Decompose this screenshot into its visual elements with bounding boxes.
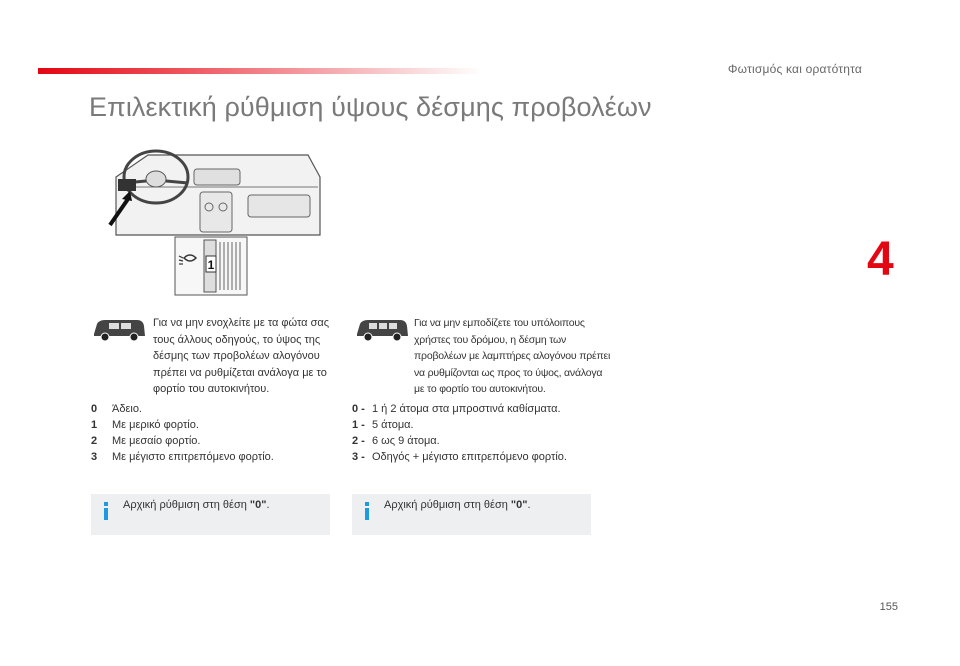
- position-number: 0: [91, 403, 98, 415]
- info-icon: [362, 502, 372, 520]
- position-text: Με μεσαίο φορτίο.: [112, 435, 201, 447]
- position-text: 6 ως 9 άτομα.: [372, 435, 440, 447]
- position-text: 5 άτομα.: [372, 419, 414, 431]
- intro-text-left: Για να μην ενοχλείτε με τα φώτα σας τους άλλους οδηγούς, το ύψος της δέσμης των προβολέων αλογόνου πρέπει να ρυθμίζεται ανάλογα με το φορτίο του αυτοκινήτου.: [153, 317, 330, 395]
- position-text: Οδηγός + μέγιστο επιτρεπόμενο φορτίο.: [372, 451, 567, 463]
- list-item: [91, 401, 274, 417]
- chapter-accent-bar: [38, 68, 483, 74]
- info-box-left: [91, 494, 330, 535]
- list-item: [91, 433, 274, 449]
- position-number: 2 -: [352, 435, 365, 447]
- info-text-value: "0": [510, 499, 528, 511]
- position-text: Με μερικό φορτίο.: [112, 419, 199, 431]
- list-item: [91, 417, 274, 433]
- intro-text-right: Για να μην εμποδίζετε του υπόλοιπους χρήστες του δρόμου, η δέσμη των προβολέων με λαμπτήρες αλογόνου πρέπει να ρυθμίζονται ως προς το ύψος, ανάλογα με το φορτίο του αυτοκινήτου.: [414, 317, 611, 395]
- position-list-right: [352, 401, 567, 465]
- list-item: [352, 449, 567, 465]
- page-number: 155: [879, 601, 898, 613]
- position-number: 3: [91, 451, 98, 463]
- position-number: 1: [91, 419, 98, 431]
- position-number: 0 -: [352, 403, 365, 415]
- position-number: 1 -: [352, 419, 365, 431]
- position-text: Με μέγιστο επιτρεπόμενο φορτίο.: [112, 451, 274, 463]
- info-text-prefix: Αρχική ρύθμιση στη θέση: [123, 499, 250, 511]
- info-text-suffix: .: [527, 499, 531, 511]
- position-text: Άδειο.: [112, 403, 142, 415]
- van-icon: [91, 314, 147, 344]
- van-icon: [354, 314, 410, 344]
- chapter-title: Φωτισμός και ορατότητα: [727, 62, 862, 76]
- chapter-number: 4: [867, 233, 894, 286]
- position-number: 2: [91, 435, 98, 447]
- page-title: Επιλεκτική ρύθμιση ύψους δέσμης προβολέων: [89, 92, 652, 122]
- list-item: [91, 449, 274, 465]
- info-text-suffix: .: [266, 499, 270, 511]
- list-item: [352, 401, 567, 417]
- position-list-left: [91, 401, 274, 465]
- info-text-value: "0": [249, 499, 267, 511]
- info-text: [384, 499, 531, 511]
- list-item: [352, 433, 567, 449]
- knob-value: 1: [207, 258, 215, 272]
- list-item: [352, 417, 567, 433]
- position-number: 3 -: [352, 451, 365, 463]
- info-icon: [101, 502, 111, 520]
- headlamp-adjust-knob-icon: [174, 236, 248, 296]
- info-box-right: [352, 494, 591, 535]
- position-text: 1 ή 2 άτομα στα μπροστινά καθίσματα.: [372, 403, 561, 415]
- dashboard-icon: [108, 147, 323, 239]
- info-text: [123, 499, 270, 511]
- info-text-prefix: Αρχική ρύθμιση στη θέση: [384, 499, 511, 511]
